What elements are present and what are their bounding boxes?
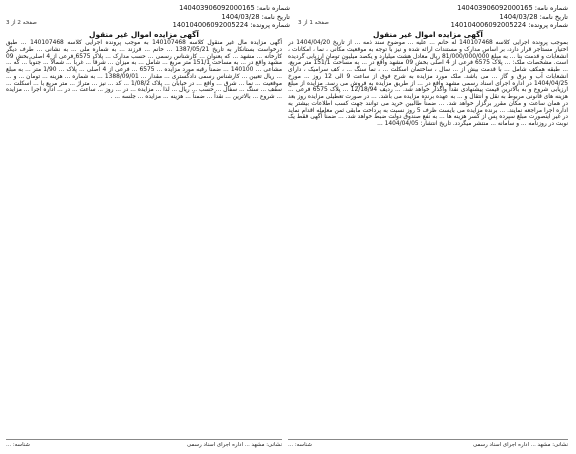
- letter-date-left: تاریخ نامه: 1404/03/28: [221, 12, 290, 21]
- footer-right: [288, 439, 568, 451]
- page-number-right: صفحه 1 از 3: [298, 20, 329, 26]
- footer-left: [6, 439, 282, 451]
- footer-id: شناسه: ...: [288, 442, 312, 448]
- file-number: شماره پرونده: 140104006092005224: [450, 21, 568, 30]
- notice-body: بموجب پرونده اجرایی کلاسه 140107468 له خانم ... علیه ... موضوع سند ذمه ... از تاریخ 1404/04/20 در اختیار مستاجر قرار دارد، بر اساس مدارک و مستندات ارائه شده و نیز با توجه به موقعیت مکانی ، نما ، امکانات ، انشعابات و قدمت بنا ... به مبلغ 81/000/000/000 ریال معادل هشت میلیارد و یکصد میلیون تومان ارزیابی گردیده است. مشخصات ملک: ... پلاک 6575 فرعی از 4 اصلی بخش 09 مشهد واقع در ... به مساحت 151/1 متر مربع، ... طبقه همکف شامل ... با قدمت بیش از ... سال ، ساختمان اسکلت ... ، نما سنگ ... ، کف سرامیک ، دارای انشعابات آب و برق و گاز ... می باشد. ملک مورد مزایده به شرح فوق از ساعت 9 الی 12 روز ... مورخ 1404/04/25 در اداره اجرای اسناد رسمی مشهد واقع در ... از طریق مزایده به فروش می رسد. مزایده از مبلغ ارزیابی شروع و به بالاترین قیمت پیشنهادی نقداً واگذار خواهد شد. ... ردیف 12/18/94 ... پلاک 6575 فرعی ... هزینه های قانونی مربوط به نقل و انتقال و ... به عهده برنده مزایده می باشد. ... در صورت تعطیلی مزایده روز بعد در همان ساعت و مکان مقرر برگزار خواهد شد. ... ضمناً طالبین خرید می توانند جهت کسب اطلاعات بیشتر به اداره اجرا مراجعه نمایند. ... برنده مزایده می بایست ظرف 5 روز نسبت به پرداخت مابقی ثمن معامله اقدام نماید در غیر اینصورت مبلغ سپرده پس از کسر هزینه ها ... به نفع صندوق دولت ضبط خواهد شد. ... ضمناً آگهی فقط یک نوبت در روزنامه ... و سامانه ... منتشر میگردد. تاریخ انتشار: 1404/04/05 ...: [288, 40, 568, 127]
- file-number-left: شماره پرونده: 140104006092005224: [172, 21, 290, 30]
- footer-address-left: نشانی: مشهد ... اداره اجرای اسناد رسمی: [187, 442, 282, 448]
- notice-title-left: آگهی مزایده اموال غیر منقول: [89, 30, 199, 39]
- auction-notice-right: [288, 30, 568, 436]
- footer-address: نشانی: مشهد ... اداره اجرای اسناد رسمی: [473, 442, 568, 448]
- header-right: [418, 4, 568, 30]
- footer-id-left: شناسه: ...: [6, 442, 30, 448]
- page-number-left: صفحه 2 از 3: [6, 20, 37, 26]
- notice-body-left: آگهی مزایده مال غیر منقول کلاسه 140107468 به موجب پرونده اجرایی کلاسه 140107468 ... طبق درخواست بستانکار به تاریخ 1387/05/21 ... خانم ... فرزند ... به شماره ملی ... به نشانی ... طرف دیگر کارخانه ... مشهد ... که بعنوان ... کارشناس رسمی ... حسب مدارک ... پلاک 6575 فرعی از 4 اصلی بخش 09 مشهد واقع در ... به مساحت 151/1 متر مربع ... شامل ... به میزان ... شرقاً ... غرباً ... شمالاً ... جنوباً ... که ... مشاعی ... 140100 ... ضمناً رقبه مورد مزایده ... 6575 ... فرعی از 4 اصلی ... پلاک ... 1/90 متر ... به مبلغ ... ریال تعیین ... کارشناس رسمی دادگستری ... مقدار ... 1388/09/01 ... به شماره ... هزینه ... تومان ... و ... موقعیت ... نما ... شرق ... واقع ... در خیابان ... پلاک 1/08/2 ... کد ... نیز ... متراژ ... متر مربع با ... اسکلت ... سقف ... سنگ ... سفال ... حسب ... ریال ... لذا ... مزایده ... در ... روز ... ساعت ... در ... اداره اجرا ... مزایده ... شروع ... بالاترین ... نقداً ... ضمناً ... هزینه ... مزایده ... جلسه ... .: [6, 40, 282, 100]
- notice-title: آگهی مزایده اموال غیر منقول: [373, 30, 483, 39]
- header-left: [150, 4, 290, 30]
- letter-date: تاریخ نامه: 1404/03/28: [499, 12, 568, 21]
- auction-notice-left: [6, 30, 282, 436]
- letter-number-left: شماره نامه: 140403906092000165: [179, 4, 290, 12]
- letter-number: شماره نامه: 140403906092000165: [457, 4, 568, 12]
